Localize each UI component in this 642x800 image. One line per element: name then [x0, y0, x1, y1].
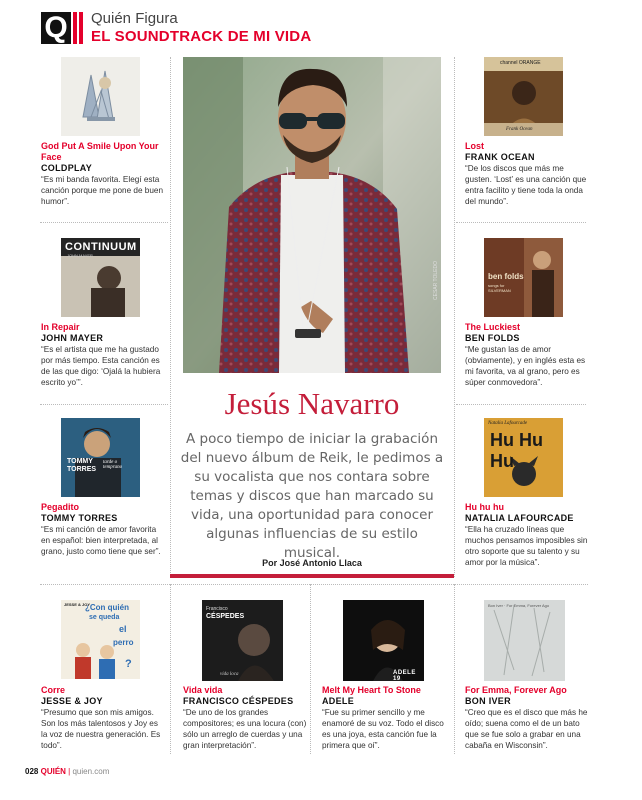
song-title: Melt My Heart To Stone — [322, 685, 421, 695]
song-title: In Repair — [41, 322, 80, 332]
page-footer — [25, 767, 109, 777]
quote: “De uno de los grandes compositores; es una locura (con) sólo un arreglo de cuerdas y una gran interpretación”. — [183, 708, 307, 750]
footer-brand: QUIÉN — [40, 767, 66, 776]
quote: “De los discos que más me gusten. ‘Lost’ es una canción que entra facilito y tiene toda la onda del mundo”. — [465, 164, 587, 206]
cover-text: TORRES — [67, 466, 97, 473]
quote: “Es el artista que me ha gustado por más tiempo. Esta canción es de las que digo: ‘Ojalá la hubiera escrito yo’”. — [41, 345, 161, 387]
footer-separator: | — [68, 767, 71, 776]
column-divider — [454, 57, 455, 577]
entry-ben-folds — [465, 322, 589, 388]
portrait-illustration — [183, 57, 441, 373]
cover-text: ben folds — [488, 272, 524, 281]
song-title: The Luckiest — [465, 322, 521, 332]
album-cover-frank-ocean — [484, 57, 563, 136]
entry-coldplay — [41, 141, 167, 207]
entry-john-mayer — [41, 322, 167, 388]
entry-frank-ocean — [465, 141, 589, 207]
frank-ocean-art — [484, 57, 563, 136]
section-kicker: Quién Figura — [91, 10, 178, 27]
entry-jesse-joy — [41, 685, 165, 751]
cover-text: Francisco — [206, 606, 228, 612]
artist-name: JOHN MAYER — [41, 333, 104, 343]
song-title: Corre — [41, 685, 66, 695]
coldplay-art — [61, 57, 140, 136]
entry-natalia-lafourcade — [465, 502, 589, 568]
artist-name: ADELE — [322, 696, 355, 706]
song-title: Vida vida — [183, 685, 223, 695]
photo-credit: CESAR TOLEDO — [433, 261, 439, 300]
entry-tommy-torres — [41, 502, 167, 557]
cover-text: ADELE 19 — [393, 670, 416, 681]
song-title: For Emma, Forever Ago — [465, 685, 567, 695]
cover-text: se queda — [89, 614, 120, 621]
row-divider — [456, 222, 586, 223]
cover-text: vida loca — [220, 672, 239, 677]
quote: “Presumo que son mis amigos. Son los más talentosos y Joy es la voz de nuestra generación. Es todo”. — [41, 708, 161, 750]
feature-intro: A poco tiempo de iniciar la grabación del nuevo álbum de Reik, le pedimos a su vocalista que nos contara sobre temas y discos que han marcado su vida, una oportunidad para conocer algunas influencias de su estilo musical. — [180, 431, 444, 561]
artist-name: BON IVER — [465, 696, 511, 706]
artist-name: FRANK OCEAN — [465, 152, 535, 162]
cover-text: Natalia Lafourcade — [488, 421, 528, 426]
quote: “Ella ha cruzado líneas que muchos pensamos imposibles sin otro soporte que su talento y su amor por la música”. — [465, 525, 588, 567]
album-cover-cespedes — [202, 600, 283, 681]
cover-text: JESSE & JOY — [64, 602, 91, 607]
quote: “Es mi banda favorita. Elegí esta canción porque me pone de buen humor”. — [41, 175, 163, 206]
artist-name: BEN FOLDS — [465, 333, 520, 343]
album-cover-jesse-joy — [61, 600, 140, 679]
artist-name: NATALIA LAFOURCADE — [465, 513, 574, 523]
quote: “Es mi canción de amor favorita en español: bien interpretada, al grano, justo como tiene que ser”. — [41, 525, 161, 556]
cover-text: Frank Ocean — [506, 127, 533, 132]
footer-site: quien.com — [72, 767, 110, 776]
column-divider — [310, 584, 311, 754]
entry-bon-iver — [465, 685, 589, 751]
page-number: 028 — [25, 767, 39, 776]
quote: “Fue su primer sencillo y me enamoré de su voz. Todo el disco es una joya, esta canción fue la primera que oí”. — [322, 708, 444, 750]
row-divider — [40, 584, 588, 585]
row-divider — [40, 404, 168, 405]
artist-name: JESSE & JOY — [41, 696, 103, 706]
feature-name: Jesús Navarro — [224, 386, 400, 421]
bon-iver-art — [484, 600, 565, 681]
song-title: Hu hu hu — [465, 502, 504, 512]
artist-name: COLDPLAY — [41, 163, 93, 173]
song-title: God Put A Smile Upon Your Face — [41, 141, 159, 162]
column-divider — [454, 584, 455, 754]
album-cover-adele — [343, 600, 424, 681]
album-cover-ben-folds — [484, 238, 563, 317]
album-cover-bon-iver — [484, 600, 565, 681]
cover-text: Hu Hu Hu — [490, 430, 543, 471]
row-divider — [40, 222, 168, 223]
cover-text: ? — [125, 658, 132, 670]
feature-byline: Por José Antonio Llaca — [262, 558, 362, 568]
logo-bar — [73, 12, 77, 44]
cover-text: tarde o temprano — [103, 460, 123, 470]
red-rule — [170, 574, 454, 578]
entry-cespedes — [183, 685, 307, 751]
album-cover-hu-hu-hu — [484, 418, 563, 497]
magazine-logo — [41, 12, 84, 44]
cover-text: CÉSPEDES — [206, 613, 245, 620]
album-cover-coldplay — [61, 57, 140, 136]
cover-text: songs for SILVERMAN — [488, 283, 511, 293]
quote: “Me gustan las de amor (obviamente), y en inglés esta es mi favorita, va al grano, pero es súper conmovedora”. — [465, 345, 586, 387]
adele-art — [343, 600, 424, 681]
song-title: Lost — [465, 141, 484, 151]
section-title: EL SOUNDTRACK DE MI VIDA — [91, 28, 312, 45]
artist-name: TOMMY TORRES — [41, 513, 118, 523]
column-divider — [170, 57, 171, 577]
logo-q: Q — [41, 12, 71, 44]
cover-text: perro — [113, 638, 134, 647]
cover-title: CONTINUUM — [65, 241, 137, 253]
cover-text: el — [119, 624, 127, 634]
row-divider — [456, 404, 586, 405]
album-cover-continuum — [61, 238, 140, 317]
cover-text: TOMMY — [67, 458, 93, 465]
column-divider — [170, 584, 171, 754]
artist-name: FRANCISCO CÉSPEDES — [183, 696, 294, 706]
feature-photo — [183, 57, 441, 373]
cover-text: channel ORANGE — [500, 60, 541, 66]
cover-text: Bon Iver · For Emma, Forever Ago — [488, 603, 550, 608]
song-title: Pegadito — [41, 502, 80, 512]
cover-text: ¿Con quién — [85, 603, 129, 612]
album-cover-tommy-torres — [61, 418, 140, 497]
entry-adele — [322, 685, 450, 751]
logo-bar — [79, 12, 83, 44]
quote: “Creo que es el disco que más he oído; suena como el de un bato que se fue solo a grabar en una cabaña en Wisconsin”. — [465, 708, 588, 750]
cover-subtitle: JOHN MAYER — [67, 253, 93, 258]
